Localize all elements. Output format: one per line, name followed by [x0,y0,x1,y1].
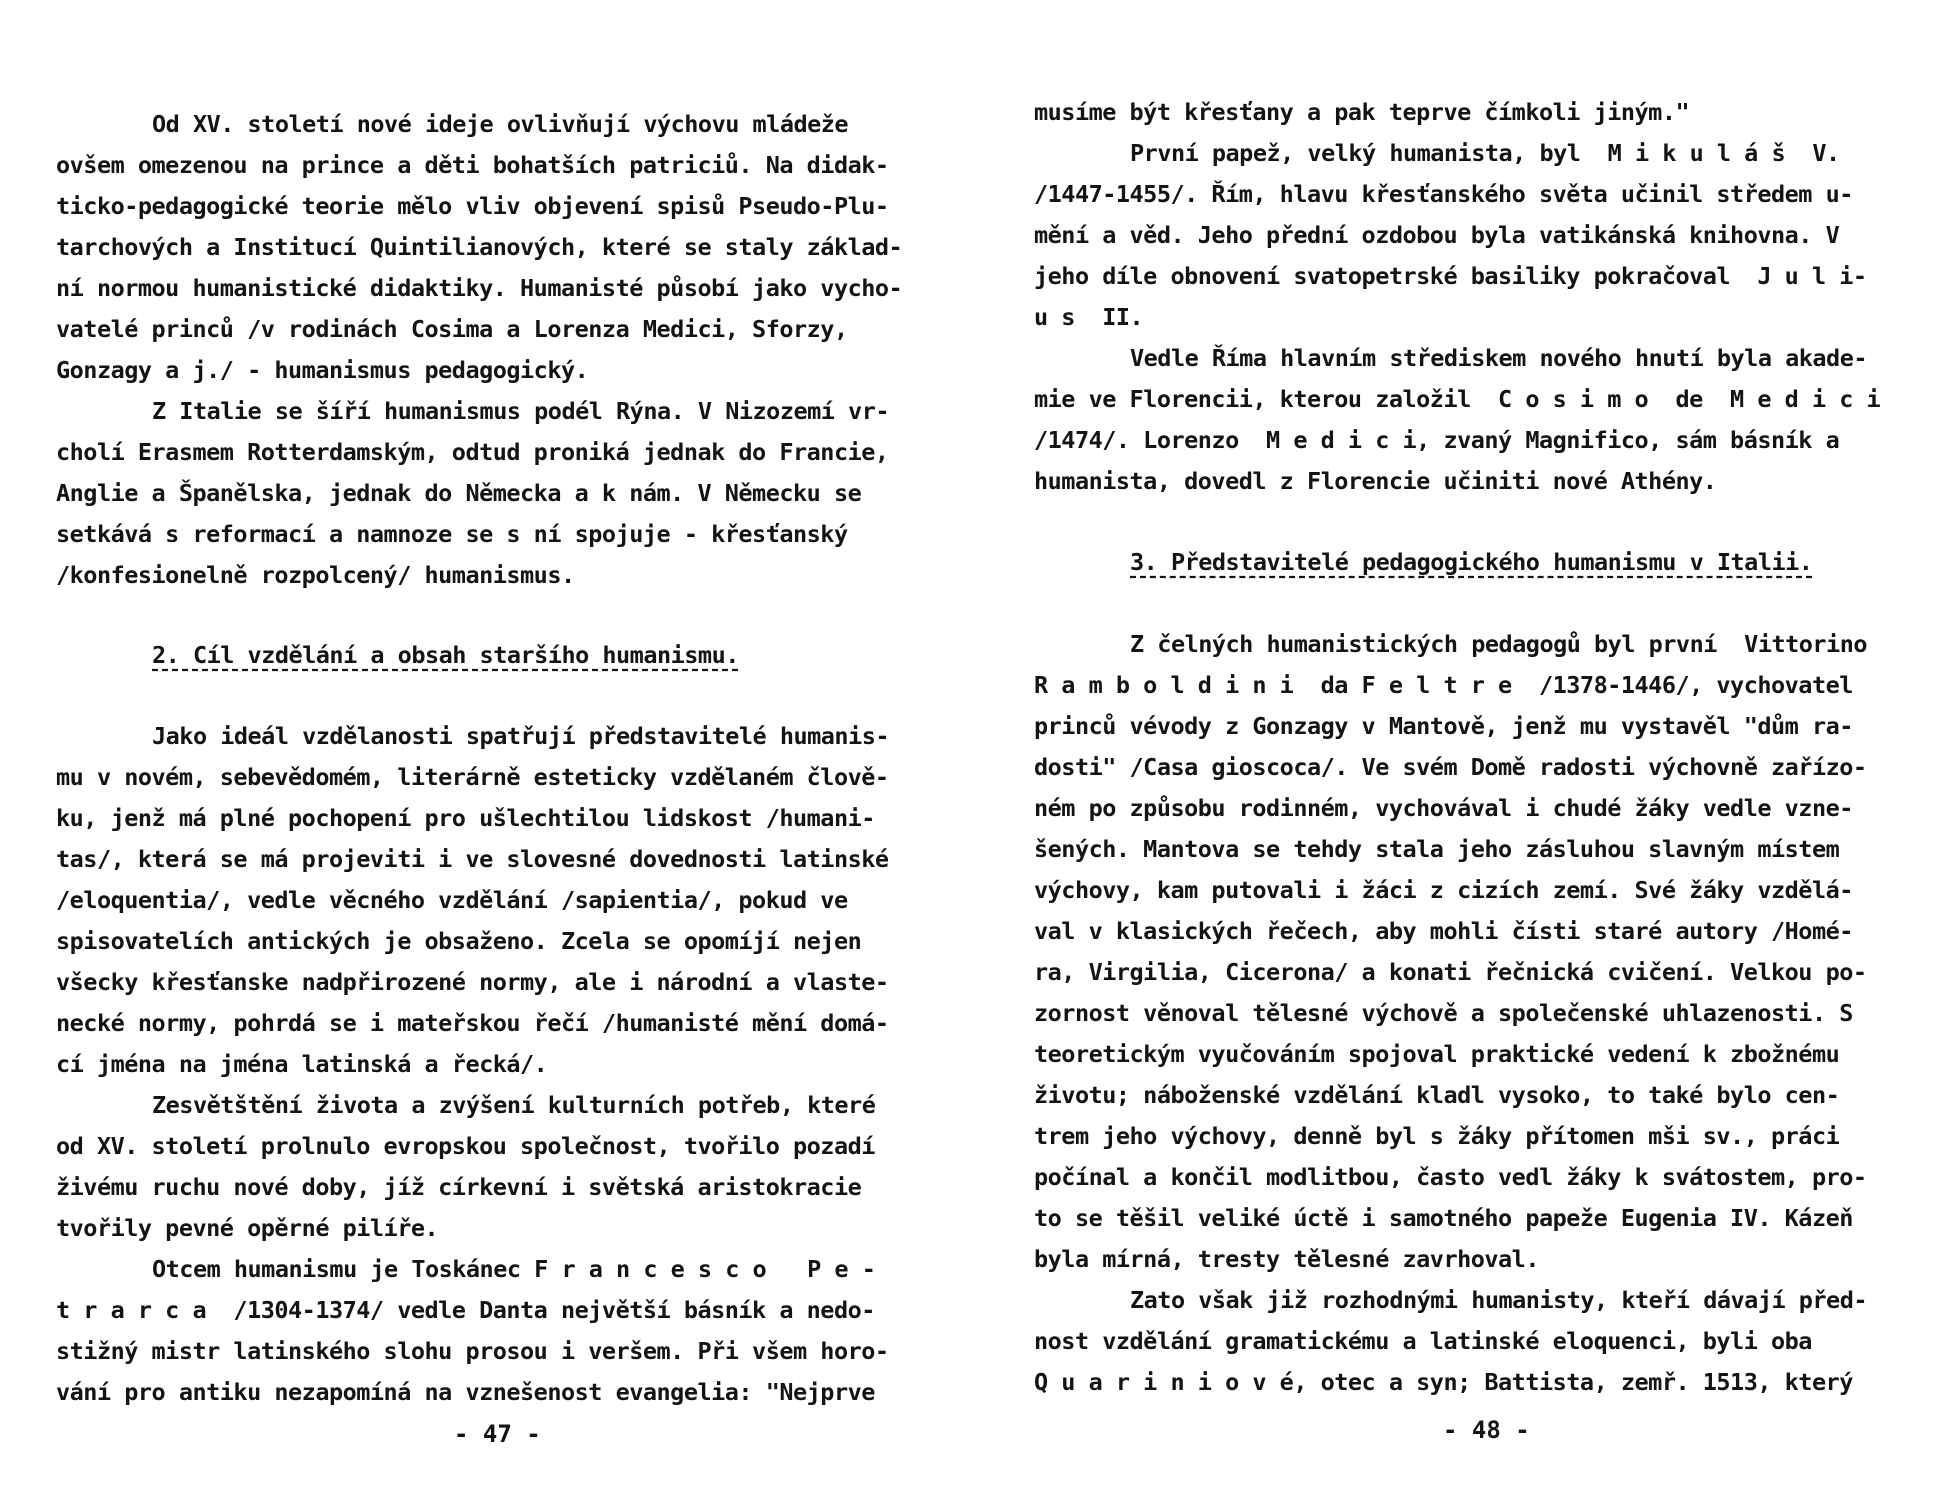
left-text-line: mu v novém, sebevědomém, literárně esteticky vzdělaném člově- [56,763,889,791]
right-text-line: trem jeho výchovy, denně byl s žáky přítomen mši sv., práci [1034,1122,1840,1150]
section-heading: 2. Cíl vzdělání a obsah staršího humanismu. [152,641,739,669]
right-text-line: R a m b o l d i n i da F e l t r e /1378-1446/, vychovatel [1034,671,1853,699]
left-text-line: Otcem humanismu je Toskánec F r a n c e s c o P e - [152,1255,876,1283]
left-text-line: ku, jenž má plné pochopení pro ušlechtilou lidskost /humani- [56,804,875,832]
right-text-line: Z čelných humanistických pedagogů byl první Vittorino [1130,630,1868,658]
left-text-line: /eloquentia/, vedle věcného vzdělání /sapientia/, pokud ve [56,886,848,914]
left-text-line: /konfesionelně rozpolcený/ humanismus. [56,561,575,589]
left-text-line: vatelé princů /v rodinách Cosima a Lorenza Medici, Sforzy, [56,315,848,343]
right-text-line: /1447-1455/. Řím, hlavu křesťanského světa učinil středem u- [1034,180,1853,208]
left-text-line: ovšem omezenou na prince a děti bohatších patriciů. Na didak- [56,151,889,179]
right-text-line: počínal a končil modlitbou, často vedl žáky k svátostem, pro- [1034,1163,1867,1191]
right-text-line: byla mírná, tresty tělesné zavrhoval. [1034,1245,1539,1273]
right-page [971,0,1942,1500]
right-text-line: mie ve Florencii, kterou založil C o s i m o de M e d i c i [1034,385,1881,413]
left-text-line: cholí Erasmem Rotterdamským, odtud proniká jednak do Francie, [56,438,889,466]
right-text-line: to se těšil veliké úctě i samotného papeže Eugenia IV. Kázeň [1034,1204,1853,1232]
left-text-line: necké normy, pohrdá se i mateřskou řečí /humanisté mění domá- [56,1009,889,1037]
right-text-line: humanista, dovedl z Florencie učiniti nové Athény. [1034,467,1717,495]
right-text-line: mění a věd. Jeho přední ozdobou byla vatikánská knihovna. V [1034,221,1840,249]
right-text-line: val v klasických řečech, aby mohli čísti staré autory /Homé- [1034,917,1853,945]
right-text-line: jeho díle obnovení svatopetrské basiliky pokračoval J u l i- [1034,262,1867,290]
right-text-line: u s II. [1034,303,1144,331]
left-text-line: Od XV. století nové ideje ovlivňují výchovu mládeže [152,110,849,138]
right-text-line: teoretickým vyučováním spojoval praktické vedení k zbožnému [1034,1040,1840,1068]
right-text-line: šených. Mantova se tehdy stala jeho zásluhou slavným místem [1034,835,1840,863]
right-text-line: životu; náboženské vzdělání kladl vysoko, to také bylo cen- [1034,1081,1840,1109]
right-text-line: Vedle Říma hlavním střediskem nového hnutí byla akade- [1130,344,1868,372]
left-text-line: ticko-pedagogické teorie mělo vliv objevení spisů Pseudo-Plu- [56,192,889,220]
left-text-line: spisovatelích antických je obsaženo. Zcela se opomíjí nejen [56,927,862,955]
right-text-line: /1474/. Lorenzo M e d i c i, zvaný Magnifico, sám básník a [1034,426,1840,454]
section-heading: 3. Představitelé pedagogického humanismu v Italii. [1130,548,1813,576]
right-text-line: výchovy, kam putovali i žáci z cizích zemí. Své žáky vzdělá- [1034,876,1853,904]
left-text-line: tarchových a Institucí Quintilianových, které se staly základ- [56,233,903,261]
left-text-line: Zesvětštění života a zvýšení kulturních potřeb, které [152,1091,876,1119]
left-text-line: živému ruchu nové doby, jíž církevní i světská aristokracie [56,1173,862,1201]
right-text-line: dosti" /Casa gioscoca/. Ve svém Domě radosti výchovně zařízo- [1034,753,1867,781]
right-text-line: ra, Virgilia, Cicerona/ a konati řečnická cvičení. Velkou po- [1034,958,1867,986]
left-text-line: t r a r c a /1304-1374/ vedle Danta největší básník a nedo- [56,1296,875,1324]
right-text-line: musíme být křesťany a pak teprve čímkoli jiným." [1034,98,1690,126]
page-number-left: - 47 - [454,1420,541,1448]
left-text-line: tvořily pevné opěrné pilíře. [56,1214,439,1242]
right-text-line: nost vzdělání gramatickému a latinské eloquenci, byli oba [1034,1327,1812,1355]
right-text-line: Zato však již rozhodnými humanisty, kteří dávají před- [1130,1286,1868,1314]
left-text-line: stižný mistr latinského slohu prosou i veršem. Při všem horo- [56,1337,889,1365]
left-text-line: Z Italie se šíří humanismus podél Rýna. V Nizozemí vr- [152,397,890,425]
left-text-line: od XV. století prolnulo evropskou společnost, tvořilo pozadí [56,1132,875,1160]
right-text-line: První papež, velký humanista, byl M i k u l á š V. [1130,139,1840,167]
page-number-right: - 48 - [1443,1416,1530,1444]
left-text-line: setkává s reformací a namnoze se s ní spojuje - křesťanský [56,520,848,548]
right-text-line: zornost věnoval tělesné výchově a společenské uhlazenosti. S [1034,999,1853,1027]
left-text-line: ní normou humanistické didaktiky. Humanisté působí jako vycho- [56,274,903,302]
left-text-line: všecky křesťanske nadpřirozené normy, ale i národní a vlaste- [56,968,889,996]
left-text-line: Gonzagy a j./ - humanismus pedagogický. [56,356,589,384]
right-text-line: ném po způsobu rodinném, vychovával i chudé žáky vedle vzne- [1034,794,1853,822]
right-text-line: Q u a r i n i o v é, otec a syn; Battista, zemř. 1513, který [1034,1368,1853,1396]
left-text-line: Jako ideál vzdělanosti spatřují představitelé humanis- [152,722,890,750]
left-text-line: tas/, která se má projeviti i ve slovesné dovednosti latinské [56,845,889,873]
right-text-line: princů vévody z Gonzagy v Mantově, jenž mu vystavěl "dům ra- [1034,712,1853,740]
left-text-line: cí jména na jména latinská a řecká/. [56,1050,548,1078]
left-text-line: Anglie a Španělska, jednak do Německa a k nám. V Německu se [56,479,862,507]
left-text-line: vání pro antiku nezapomíná na vznešenost evangelia: "Nejprve [56,1378,875,1406]
